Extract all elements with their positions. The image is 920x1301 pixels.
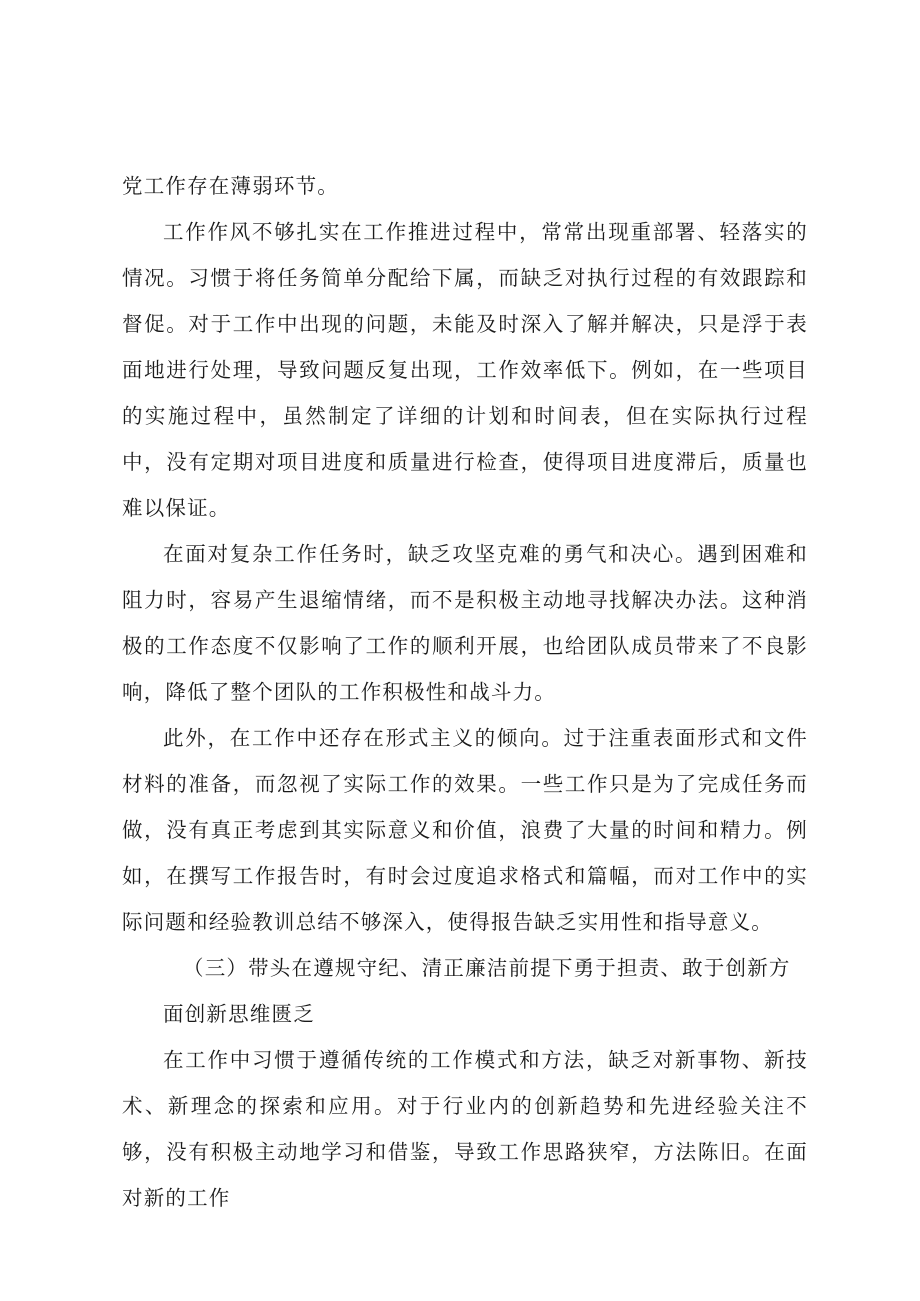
section-heading-three: （三）带头在遵规守纪、清正廉洁前提下勇于担责、敢于创新方面创新思维匮乏	[163, 956, 791, 1026]
paragraph-continuation: 党工作存在薄弱环节。	[122, 174, 339, 198]
paragraph-formalism: 此外，在工作中还存在形式主义的倾向。过于注重表面形式和文件材料的准备，而忽视了实际工作的效果。一些工作只是为了完成任务而做，没有真正考虑到其实际意义和价值，浪费了大量的时间和精力。例如，在撰写工作报告时，有时会过度追求格式和篇幅，而对工作中的实际问题和经验教训总结不够深入，使得报告缺乏实用性和指导意义。	[122, 726, 808, 934]
paragraph-complex-tasks: 在面对复杂工作任务时，缺乏攻坚克难的勇气和决心。遇到困难和阻力时，容易产生退缩情绪，而不是积极主动地寻找解决办法。这种消极的工作态度不仅影响了工作的顺利开展，也给团队成员带来了不良影响，降低了整个团队的工作积极性和战斗力。	[122, 542, 808, 704]
paragraph-work-style: 工作作风不够扎实在工作推进过程中，常常出现重部署、轻落实的情况。习惯于将任务简单分配给下属，而缺乏对执行过程的有效跟踪和督促。对于工作中出现的问题，未能及时深入了解并解决，只是浮于表面地进行处理，导致问题反复出现，工作效率低下。例如，在一些项目的实施过程中，虽然制定了详细的计划和时间表，但在实际执行过程中，没有定期对项目进度和质量进行检查，使得项目进度滞后，质量也难以保证。	[122, 220, 808, 520]
paragraph-innovation: 在工作中习惯于遵循传统的工作模式和方法，缺乏对新事物、新技术、新理念的探索和应用。对于行业内的创新趋势和先进经验关注不够，没有积极主动地学习和借鉴，导致工作思路狭窄，方法陈旧。在面对新的工作	[122, 1048, 808, 1210]
document-body	[122, 163, 808, 1221]
